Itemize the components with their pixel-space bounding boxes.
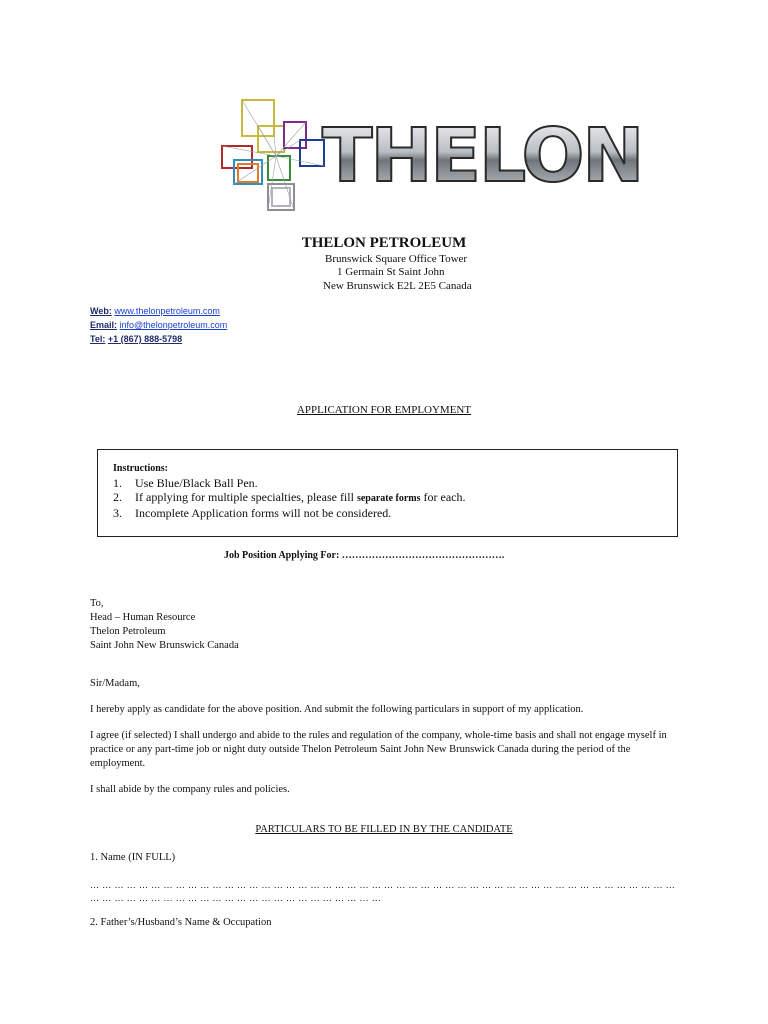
instructions-list [113, 476, 466, 520]
paragraph-apply: I hereby apply as candidate for the above position. And submit the following particulars in support of my application. [90, 704, 584, 715]
instructions-heading: Instructions: [113, 463, 169, 474]
instruction-item: 2. If applying for multiple specialties, please fill separate forms for each. [113, 490, 466, 504]
tel-value: +1 (867) 888-5798 [107, 334, 183, 344]
instruction-item: 1. Use Blue/Black Ball Pen. [113, 476, 258, 490]
instruction-item: 3. Incomplete Application forms will not be considered. [113, 506, 392, 520]
logo-squares-icon [218, 96, 328, 216]
web-label: Web: [90, 306, 112, 316]
contact-email [90, 320, 227, 330]
paragraph-agree: I agree (if selected) I shall undergo and abide to the rules and regulation of the company, whole-time basis and shall not engage myself in practice or any part-time job or night duty outside Thelon Petroleum Saint John New Brunswick Canada during the period of the employment. [90, 730, 667, 769]
job-position-field[interactable]: Job Position Applying For: …………………………………………. [224, 550, 505, 561]
paragraph-abide: I shall abide by the company rules and policies. [90, 784, 290, 795]
company-logo [218, 96, 643, 216]
address-line-3: New Brunswick E2L 2E5 Canada [323, 280, 472, 292]
email-label: Email: [90, 320, 118, 330]
form-title: APPLICATION FOR EMPLOYMENT [296, 404, 472, 416]
address-line-1: Brunswick Square Office Tower [325, 253, 468, 265]
email-link[interactable]: info@thelonpetroleum.com [119, 320, 228, 330]
question-name-label: 1. Name (IN FULL) [90, 852, 176, 863]
salutation: Sir/Madam, [90, 678, 140, 689]
question-father-label: 2. Father’s/Husband’s Name & Occupation [90, 917, 272, 928]
logo-wordmark: THELON [322, 113, 643, 199]
address-line-2: 1 Germain St Saint John [337, 266, 445, 278]
instructions-box [97, 449, 678, 537]
name-fill-line[interactable]: … … … … … … … … … … … … … … … … … … … … … … … … … … … … … … … … … … … … … … … … … … … … … … … … … … … … … … … … … … … … … … … … … … … … … … … … [90, 880, 676, 903]
contact-tel [90, 334, 182, 344]
company-name: THELON PETROLEUM [301, 235, 467, 251]
contact-web [90, 306, 220, 316]
particulars-heading: PARTICULARS TO BE FILLED IN BY THE CANDIDATE [255, 824, 513, 835]
addressee-block: To, Head – Human Resource Thelon Petroleum Saint John New Brunswick Canada [90, 598, 239, 651]
web-link[interactable]: www.thelonpetroleum.com [114, 306, 220, 316]
tel-label: Tel: [90, 334, 106, 344]
